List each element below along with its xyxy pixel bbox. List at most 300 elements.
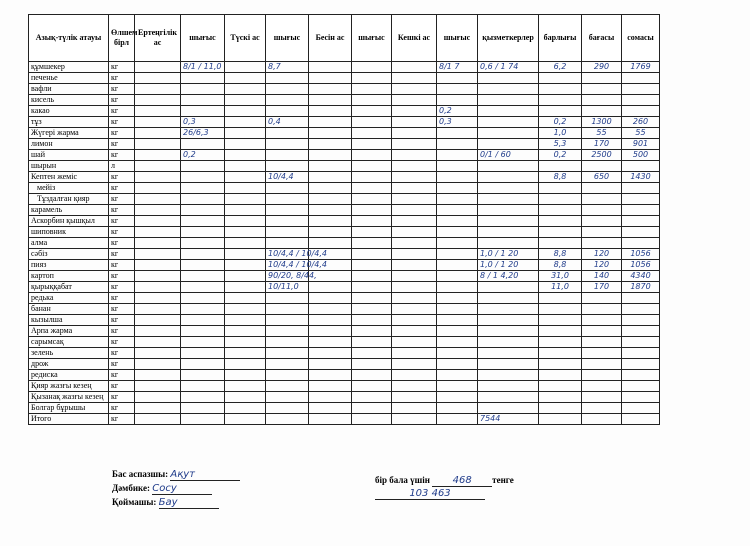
unit-cell: кг — [109, 293, 135, 304]
value-cell — [266, 249, 327, 260]
value-cell — [225, 359, 266, 370]
value-cell — [309, 359, 352, 370]
value-cell — [225, 260, 266, 271]
value-cell — [181, 84, 225, 95]
table-row — [29, 238, 660, 249]
value-cell — [437, 84, 478, 95]
unit-cell: кг — [109, 183, 135, 194]
table-row — [29, 172, 660, 183]
value-cell — [582, 128, 622, 139]
value-cell — [135, 84, 181, 95]
value-cell — [582, 95, 622, 106]
value-cell — [478, 337, 539, 348]
value-cell — [478, 381, 539, 392]
value-cell — [478, 271, 539, 282]
value-cell — [478, 304, 539, 315]
value-cell — [181, 161, 225, 172]
handwritten-value: 8,8 — [553, 249, 567, 258]
value-cell — [309, 348, 352, 359]
value-cell — [478, 128, 539, 139]
handwritten-value: 170 — [593, 139, 610, 148]
value-cell — [539, 150, 582, 161]
value-cell — [622, 194, 660, 205]
value-cell — [478, 62, 539, 73]
value-cell — [539, 392, 582, 403]
table-row — [29, 326, 660, 337]
value-cell — [352, 106, 392, 117]
value-cell — [225, 95, 266, 106]
product-name-cell: Жүгері жарма — [29, 128, 109, 139]
value-cell — [309, 370, 352, 381]
handwritten-value: 0,2 — [183, 150, 196, 159]
value-cell — [266, 117, 309, 128]
value-cell — [181, 337, 225, 348]
column-header: шығыс — [181, 15, 225, 62]
unit-cell: кг — [109, 403, 135, 414]
value-cell — [135, 183, 181, 194]
table-row — [29, 414, 660, 425]
value-cell — [622, 348, 660, 359]
value-cell — [582, 227, 622, 238]
value-cell — [135, 161, 181, 172]
column-header: шығыс — [437, 15, 478, 62]
value-cell — [437, 348, 478, 359]
value-cell — [309, 282, 352, 293]
value-cell — [622, 73, 660, 84]
value-cell — [181, 150, 225, 161]
value-cell — [225, 205, 266, 216]
value-cell — [135, 260, 181, 271]
value-cell — [437, 293, 478, 304]
product-name-cell: сәбіз — [29, 249, 109, 260]
value-cell — [539, 315, 582, 326]
column-header: Кешкі ас — [392, 15, 437, 62]
value-cell — [352, 62, 392, 73]
value-cell — [622, 370, 660, 381]
handwritten-value: 90/20, 8/44, — [268, 271, 317, 280]
value-cell — [309, 414, 352, 425]
unit-cell: кг — [109, 359, 135, 370]
value-cell — [622, 249, 660, 260]
value-cell — [622, 227, 660, 238]
value-cell — [392, 249, 437, 260]
cook-signature: Ақут — [170, 469, 240, 481]
value-cell — [582, 370, 622, 381]
unit-cell: кг — [109, 117, 135, 128]
value-cell — [225, 249, 266, 260]
value-cell — [582, 161, 622, 172]
value-cell — [181, 403, 225, 414]
value-cell — [135, 172, 181, 183]
value-cell — [392, 73, 437, 84]
value-cell — [582, 194, 622, 205]
unit-cell: кг — [109, 106, 135, 117]
value-cell — [582, 183, 622, 194]
value-cell — [539, 282, 582, 293]
value-cell — [352, 370, 392, 381]
unit-cell: кг — [109, 95, 135, 106]
product-name-cell: картоп — [29, 271, 109, 282]
unit-cell: кг — [109, 84, 135, 95]
value-cell — [622, 128, 660, 139]
value-cell — [437, 150, 478, 161]
value-cell — [478, 282, 539, 293]
value-cell — [266, 216, 309, 227]
column-header: шығыс — [266, 15, 309, 62]
value-cell — [478, 315, 539, 326]
handwritten-value: 8,8 — [553, 172, 567, 181]
storage-signature: Бау — [159, 497, 219, 509]
unit-cell: кг — [109, 304, 135, 315]
value-cell — [225, 392, 266, 403]
value-cell — [225, 227, 266, 238]
value-cell — [225, 84, 266, 95]
value-cell — [352, 84, 392, 95]
table-row — [29, 315, 660, 326]
value-cell — [539, 414, 582, 425]
value-cell — [392, 359, 437, 370]
value-cell — [392, 139, 437, 150]
value-cell — [266, 260, 327, 271]
handwritten-value: 1,0 — [553, 128, 567, 137]
value-cell — [309, 304, 352, 315]
value-cell — [437, 183, 478, 194]
value-cell — [392, 216, 437, 227]
handwritten-value: 0,4 — [268, 117, 281, 126]
value-cell — [266, 392, 309, 403]
value-cell — [478, 106, 539, 117]
per-child-line — [375, 475, 514, 487]
value-cell — [225, 403, 266, 414]
value-cell — [266, 381, 309, 392]
product-name-cell: банан — [29, 304, 109, 315]
value-cell — [539, 62, 582, 73]
handwritten-value: 7544 — [480, 414, 501, 423]
product-name-cell: шай — [29, 150, 109, 161]
value-cell — [622, 106, 660, 117]
table-row — [29, 106, 660, 117]
value-cell — [582, 337, 622, 348]
value-cell — [582, 293, 622, 304]
value-cell — [309, 161, 352, 172]
value-cell — [352, 337, 392, 348]
value-cell — [309, 337, 352, 348]
unit-cell: кг — [109, 128, 135, 139]
value-cell — [309, 128, 352, 139]
value-cell — [266, 172, 309, 183]
value-cell — [622, 392, 660, 403]
value-cell — [135, 304, 181, 315]
value-cell — [582, 260, 622, 271]
table-row — [29, 271, 660, 282]
product-name-cell: какао — [29, 106, 109, 117]
handwritten-value: 5,3 — [553, 139, 567, 148]
food-products-table — [28, 14, 660, 425]
handwritten-value: 1870 — [630, 282, 651, 291]
value-cell — [135, 370, 181, 381]
value-cell — [135, 282, 181, 293]
storekeeper-signature-line — [112, 483, 212, 495]
value-cell — [539, 172, 582, 183]
value-cell — [437, 392, 478, 403]
value-cell — [539, 205, 582, 216]
value-cell — [478, 249, 539, 260]
value-cell — [352, 381, 392, 392]
per-child-label: бір бала үшін — [375, 475, 430, 485]
value-cell — [266, 359, 309, 370]
value-cell — [135, 117, 181, 128]
table-row — [29, 381, 660, 392]
handwritten-value: 10/4,4 / 10/4,4 — [268, 260, 327, 269]
value-cell — [309, 227, 352, 238]
unit-cell: кг — [109, 62, 135, 73]
value-cell — [437, 205, 478, 216]
table-row — [29, 249, 660, 260]
product-name-cell: құмшекер — [29, 62, 109, 73]
value-cell — [352, 183, 392, 194]
value-cell — [392, 392, 437, 403]
value-cell — [135, 403, 181, 414]
value-cell — [539, 359, 582, 370]
unit-cell: кг — [109, 249, 135, 260]
unit-cell: кг — [109, 370, 135, 381]
value-cell — [437, 370, 478, 381]
value-cell — [135, 73, 181, 84]
value-cell — [181, 183, 225, 194]
value-cell — [309, 62, 352, 73]
value-cell — [181, 194, 225, 205]
value-cell — [392, 161, 437, 172]
value-cell — [539, 304, 582, 315]
value-cell — [582, 150, 622, 161]
product-name-cell: Аскорбин қышқыл — [29, 216, 109, 227]
value-cell — [622, 260, 660, 271]
value-cell — [309, 95, 352, 106]
value-cell — [539, 249, 582, 260]
value-cell — [181, 381, 225, 392]
value-cell — [135, 337, 181, 348]
table-row — [29, 260, 660, 271]
unit-cell: кг — [109, 227, 135, 238]
unit-cell: кг — [109, 282, 135, 293]
value-cell — [352, 172, 392, 183]
value-cell — [582, 106, 622, 117]
value-cell — [225, 172, 266, 183]
value-cell — [135, 150, 181, 161]
unit-cell: кг — [109, 414, 135, 425]
value-cell — [392, 227, 437, 238]
value-cell — [392, 62, 437, 73]
value-cell — [392, 238, 437, 249]
value-cell — [352, 326, 392, 337]
value-cell — [225, 106, 266, 117]
value-cell — [266, 139, 309, 150]
value-cell — [309, 84, 352, 95]
value-cell — [478, 238, 539, 249]
value-cell — [392, 326, 437, 337]
unit-cell: кг — [109, 139, 135, 150]
table-row — [29, 128, 660, 139]
storage-signature-line — [112, 497, 219, 509]
value-cell — [181, 370, 225, 381]
value-cell — [437, 128, 478, 139]
value-cell — [352, 227, 392, 238]
value-cell — [582, 84, 622, 95]
value-cell — [478, 205, 539, 216]
value-cell — [582, 271, 622, 282]
value-cell — [478, 392, 539, 403]
table-row — [29, 403, 660, 414]
product-name-cell: редька — [29, 293, 109, 304]
value-cell — [266, 315, 309, 326]
value-cell — [225, 326, 266, 337]
table-row — [29, 293, 660, 304]
value-cell — [225, 73, 266, 84]
value-cell — [478, 403, 539, 414]
table-row — [29, 84, 660, 95]
table-row — [29, 359, 660, 370]
value-cell — [622, 359, 660, 370]
value-cell — [309, 392, 352, 403]
value-cell — [539, 106, 582, 117]
value-cell — [622, 139, 660, 150]
value-cell — [309, 216, 352, 227]
handwritten-value: 55 — [635, 128, 646, 137]
column-header: қызметкерлер — [478, 15, 539, 62]
value-cell — [582, 73, 622, 84]
product-name-cell: тұз — [29, 117, 109, 128]
value-cell — [622, 161, 660, 172]
table-body — [29, 62, 660, 425]
value-cell — [309, 315, 352, 326]
value-cell — [437, 194, 478, 205]
column-header: Ертеңгілік ас — [135, 15, 181, 62]
value-cell — [582, 392, 622, 403]
value-cell — [266, 106, 309, 117]
value-cell — [225, 183, 266, 194]
value-cell — [135, 293, 181, 304]
value-cell — [392, 194, 437, 205]
value-cell — [582, 216, 622, 227]
table-row — [29, 150, 660, 161]
value-cell — [539, 271, 582, 282]
handwritten-value: 8,8 — [553, 260, 567, 269]
value-cell — [437, 106, 478, 117]
value-cell — [437, 73, 478, 84]
value-cell — [225, 117, 266, 128]
value-cell — [225, 161, 266, 172]
column-header: Бесін ас — [309, 15, 352, 62]
value-cell — [135, 326, 181, 337]
value-cell — [392, 304, 437, 315]
column-header: Өлшем бірл — [109, 15, 135, 62]
value-cell — [352, 348, 392, 359]
value-cell — [181, 172, 225, 183]
value-cell — [582, 62, 622, 73]
unit-cell: кг — [109, 260, 135, 271]
table-row — [29, 227, 660, 238]
value-cell — [478, 326, 539, 337]
value-cell — [225, 370, 266, 381]
value-cell — [392, 95, 437, 106]
value-cell — [309, 403, 352, 414]
handwritten-value: 1,0 / 1 20 — [480, 249, 519, 258]
product-name-cell: Кептен жеміс — [29, 172, 109, 183]
value-cell — [181, 348, 225, 359]
value-cell — [392, 348, 437, 359]
value-cell — [266, 161, 309, 172]
value-cell — [225, 282, 266, 293]
value-cell — [582, 326, 622, 337]
value-cell — [266, 150, 309, 161]
value-cell — [181, 260, 225, 271]
value-cell — [135, 392, 181, 403]
value-cell — [352, 161, 392, 172]
column-header: шығыс — [352, 15, 392, 62]
value-cell — [539, 95, 582, 106]
value-cell — [478, 293, 539, 304]
value-cell — [225, 139, 266, 150]
value-cell — [622, 95, 660, 106]
storekeeper-signature: Сосу — [152, 483, 212, 495]
product-name-cell: вафли — [29, 84, 109, 95]
handwritten-value: 26/6,3 — [183, 128, 209, 137]
value-cell — [437, 238, 478, 249]
value-cell — [181, 249, 225, 260]
column-header: Азық-түлік атауы — [29, 15, 109, 62]
handwritten-value: 0/1 / 60 — [480, 150, 511, 159]
column-header: сомасы — [622, 15, 660, 62]
value-cell — [478, 73, 539, 84]
product-name-cell: пияз — [29, 260, 109, 271]
value-cell — [582, 238, 622, 249]
value-cell — [392, 117, 437, 128]
value-cell — [181, 271, 225, 282]
value-cell — [478, 150, 539, 161]
unit-cell: кг — [109, 150, 135, 161]
table-row — [29, 216, 660, 227]
product-name-cell: Қызанақ жазғы кезең — [29, 392, 109, 403]
value-cell — [352, 293, 392, 304]
value-cell — [181, 293, 225, 304]
value-cell — [478, 84, 539, 95]
value-cell — [309, 117, 352, 128]
value-cell — [478, 370, 539, 381]
value-cell — [622, 172, 660, 183]
table-header-row — [29, 15, 660, 62]
product-name-cell: шырын — [29, 161, 109, 172]
value-cell — [582, 359, 622, 370]
unit-cell: кг — [109, 194, 135, 205]
currency-label: тенге — [492, 475, 514, 485]
handwritten-value: 8/1 / 11,0 — [183, 62, 222, 71]
value-cell — [622, 117, 660, 128]
value-cell — [181, 238, 225, 249]
value-cell — [582, 205, 622, 216]
value-cell — [352, 403, 392, 414]
table-row — [29, 62, 660, 73]
storage-label: Қоймашы: — [112, 497, 157, 507]
column-header: бағасы — [582, 15, 622, 62]
value-cell — [622, 205, 660, 216]
value-cell — [135, 106, 181, 117]
value-cell — [266, 227, 309, 238]
value-cell — [352, 150, 392, 161]
value-cell — [309, 150, 352, 161]
value-cell — [225, 150, 266, 161]
value-cell — [539, 216, 582, 227]
value-cell — [225, 128, 266, 139]
